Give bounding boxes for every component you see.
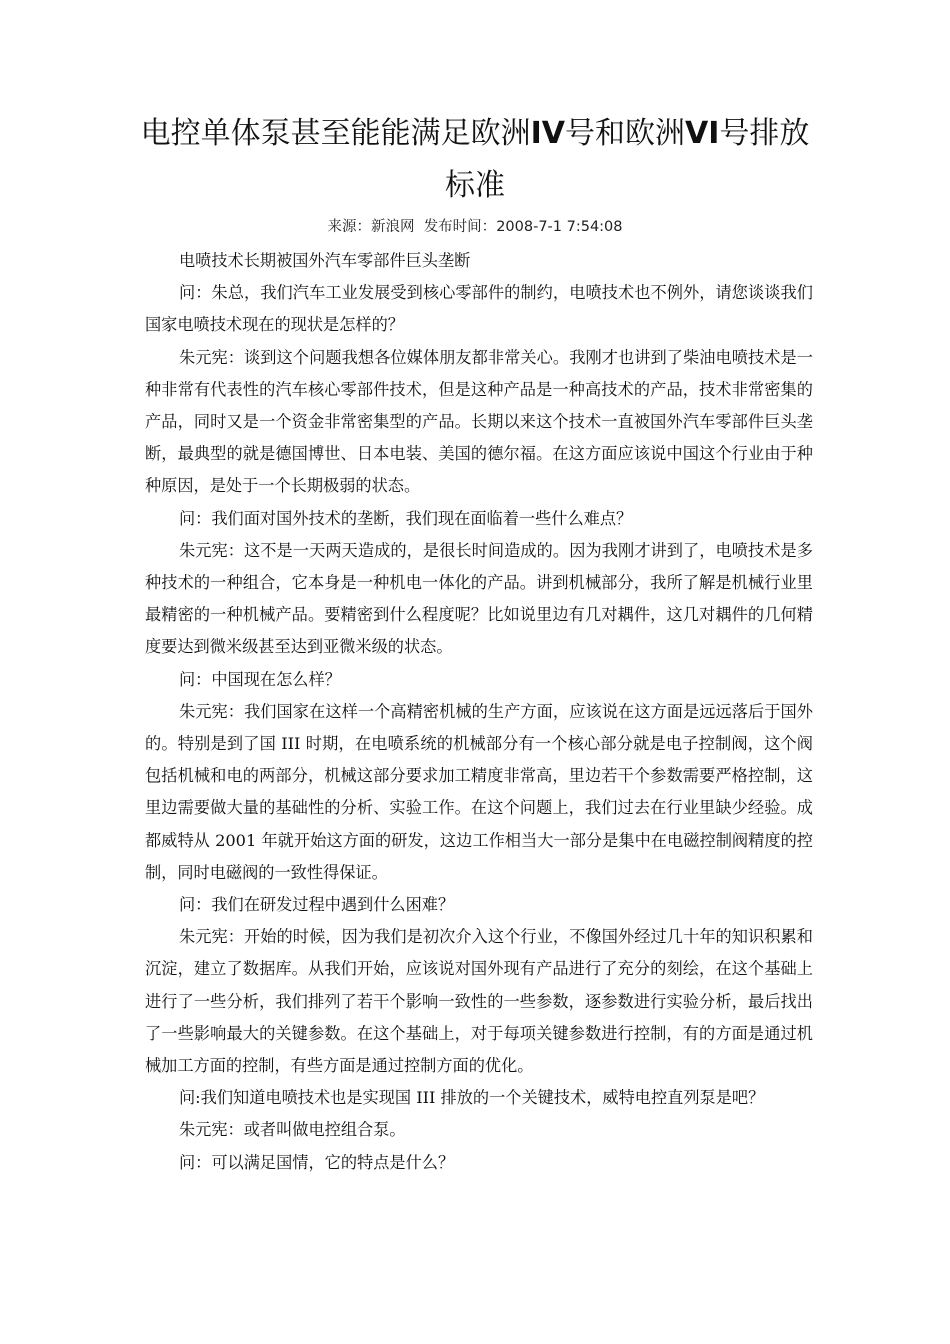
paragraph: 问:我们知道电喷技术也是实现国 III 排放的一个关键技术，威特电控直列泵是吧？ [179, 1088, 765, 1108]
title-text-part2: 号和欧洲 [565, 116, 685, 151]
title-text-part1: 电控单体泵甚至能能满足欧洲 [140, 116, 531, 151]
paragraph: 问：我们在研发过程中遇到什么困难？ [179, 895, 455, 915]
article-body [145, 245, 813, 1179]
paragraph: 朱元宪：这不是一天两天造成的，是很长时间造成的。因为我刚才讲到了，电喷技术是多种技术的一种组合，它本身是一种机电一体化的产品。讲到机械部分，我所了解是机械行业里最精密的一种机械产品。要精密到什么程度呢？比如说里边有几对耦件，这几对耦件的几何精度要达到微米级甚至达到亚微米级的状态。 [145, 540, 813, 657]
publish-time: 2008-7-1 7:54:08 [496, 219, 623, 235]
publish-label: 发布时间： [423, 219, 497, 235]
source-label: 来源：新浪网 [327, 219, 415, 235]
paragraph: 朱元宪：谈到这个问题我想各位媒体朋友都非常关心。我刚才也讲到了柴油电喷技术是一种非常有代表性的汽车核心零部件技术，但是这种产品是一种高技术的产品，技术非常密集的产品，同时又是一个资金非常密集型的产品。长期以来这个技术一直被国外汽车零部件巨头垄断，最典型的就是德国博世、日本电装、美国的德尔福。在这方面应该说中国这个行业由于种种原因，是处于一个长期极弱的状态。 [145, 347, 813, 496]
paragraph: 电喷技术长期被国外汽车零部件巨头垄断 [179, 251, 471, 270]
article-title [140, 108, 810, 212]
title-euro-vi: VI [685, 116, 720, 151]
article-meta [140, 216, 810, 238]
paragraph: 朱元宪：开始的时候，因为我们是初次介入这个行业，不像国外经过几十年的知识积累和沉淀，建立了数据库。从我们开始，应该说对国外现有产品进行了充分的刻绘，在这个基础上进行了一些分析，我们排列了若干个影响一致性的一些参数，逐参数进行实验分析，最后找出了一些影响最大的关键参数。在这个基础上，对于每项关键参数进行控制，有的方面是通过机械加工方面的控制，有些方面是通过控制方面的优化。 [145, 927, 813, 1076]
paragraph: 问：可以满足国情，它的特点是什么？ [179, 1152, 455, 1172]
paragraph: 朱元宪：或者叫做电控组合泵。 [179, 1120, 406, 1140]
paragraph: 问：我们面对国外技术的垄断，我们现在面临着一些什么难点？ [179, 508, 633, 528]
title-euro-iv: IV [530, 116, 565, 151]
paragraph: 朱元宪：我们国家在这样一个高精密机械的生产方面，应该说在这方面是远远落后于国外的。特别是到了国 III 时期，在电喷系统的机械部分有一个核心部分就是电子控制阀，这个阀包括机械和电的两部分，机械这部分要求加工精度非常高，里边若干个参数需要严格控制，这里边需要做大量的基础性的分析、实验工作。在这个问题上，我们过去在行业里缺少经验。成都威特从 2001 年就开始这方面的研发，这边工作相当大一部分是集中在电磁控制阀精度的控制，同时电磁阀的一致性得保证。 [145, 701, 813, 882]
title-text-part3: 号排放标准 [445, 116, 810, 203]
paragraph: 问：中国现在怎么样？ [179, 669, 341, 689]
paragraph: 问：朱总，我们汽车工业发展受到核心零部件的制约，电喷技术也不例外，请您谈谈我们国家电喷技术现在的现状是怎样的？ [145, 283, 813, 335]
